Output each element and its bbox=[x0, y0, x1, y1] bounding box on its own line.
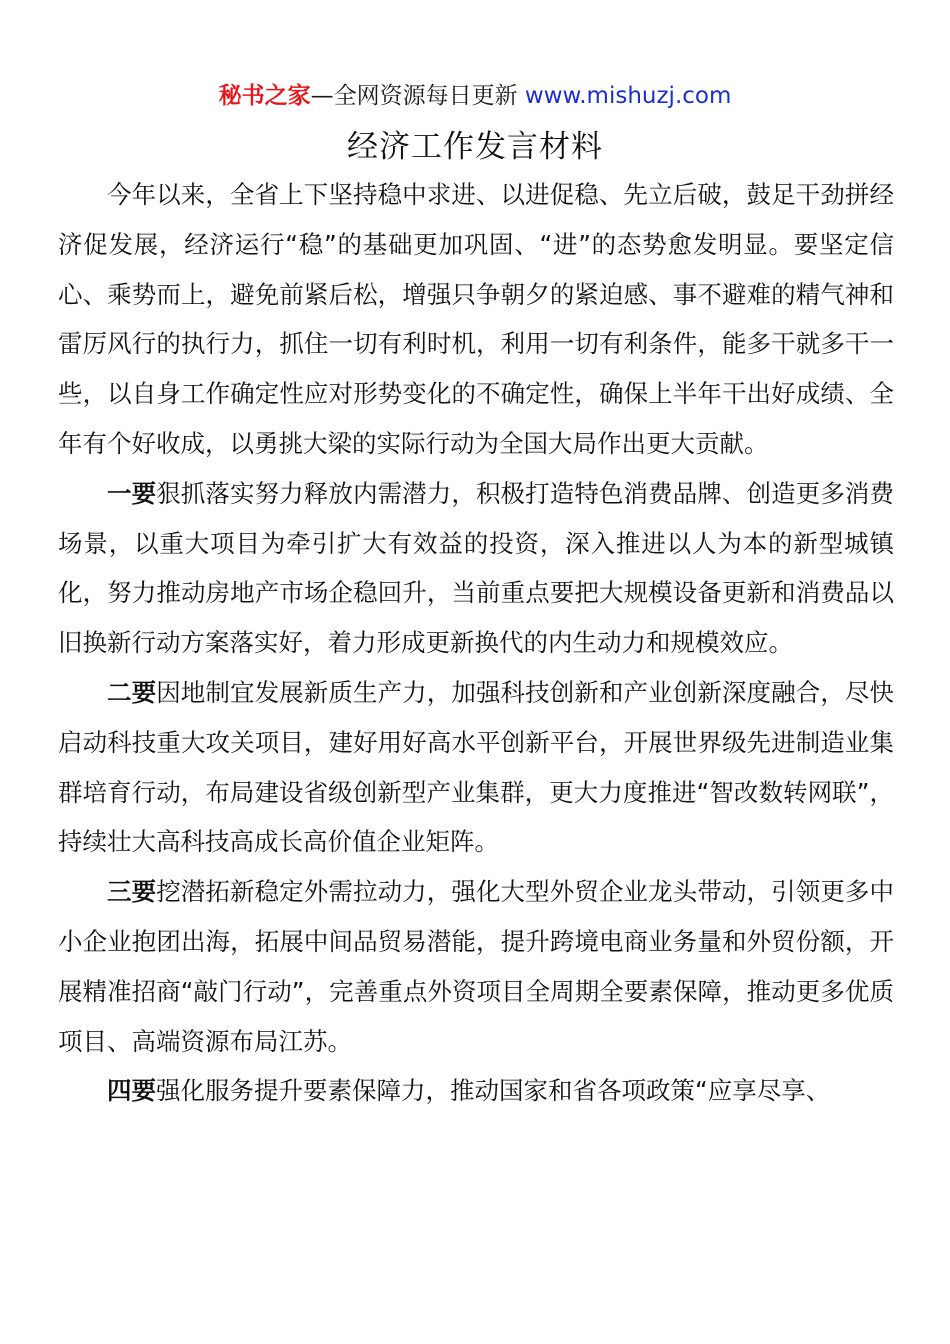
point-text: 狠抓落实努力释放内需潜力，积极打造特色消费品牌、创造更多消费场景，以重大项目为牵引扩大有效益的投资，深入推进以人为本的新型城镇化，努力推动房地产市场企稳回升，当前重点要把大规模设备更新和消费品以旧换新行动方案落实好，着力形成更新换代的内生动力和规模效应。 bbox=[58, 478, 895, 658]
site-header bbox=[0, 80, 950, 112]
site-brand: 秘书之家 bbox=[218, 83, 311, 109]
point-paragraph-1 bbox=[58, 469, 894, 668]
intro-paragraph: 今年以来，全省上下坚持稳中求进、以进促稳、先立后破，鼓足干劲拼经济促发展，经济运行“稳”的基础更加巩固、“进”的态势愈发明显。要坚定信心、乘势而上，避免前紧后松，增强只争朝夕的紧迫感、事不避难的精气神和雷厉风行的执行力，抓住一切有利时机，利用一切有利条件，能多干就多干一些，以自身工作确定性应对形势变化的不确定性，确保上半年干出好成绩、全年有个好收成，以勇挑大梁的实际行动为全国大局作出更大贡献。 bbox=[58, 180, 894, 458]
point-lead: 二要 bbox=[107, 677, 157, 707]
point-text: 因地制宜发展新质生产力，加强科技创新和产业创新深度融合，尽快启动科技重大攻关项目，建好用好高水平创新平台，开展世界级先进制造业集群培育行动，布局建设省级创新型产业集群，更大力度推进“智改数转网联”，持续壮大高科技高成长高价值企业矩阵。 bbox=[58, 677, 895, 857]
point-paragraph-2 bbox=[58, 668, 894, 867]
document-body bbox=[58, 170, 894, 1116]
point-paragraph-3 bbox=[58, 867, 894, 1066]
point-lead: 四要 bbox=[107, 1076, 156, 1106]
site-url-link[interactable]: www.mishuzj.com bbox=[524, 83, 732, 109]
point-lead: 三要 bbox=[107, 877, 157, 907]
site-slogan: —全网资源每日更新 bbox=[310, 83, 518, 109]
point-paragraph-4 bbox=[58, 1066, 894, 1116]
point-lead: 一要 bbox=[107, 478, 157, 508]
document-title: 经济工作发言材料 bbox=[347, 129, 603, 165]
point-text: 挖潜拓新稳定外需拉动力，强化大型外贸企业龙头带动，引领更多中小企业抱团出海，拓展中间品贸易潜能，提升跨境电商业务量和外贸份额，开展精准招商“敲门行动”，完善重点外资项目全周期全要素保障，推动更多优质项目、高端资源布局江苏。 bbox=[58, 877, 895, 1056]
point-text: 强化服务提升要素保障力，推动国家和省各项政策“应享尽享、 bbox=[156, 1076, 831, 1106]
